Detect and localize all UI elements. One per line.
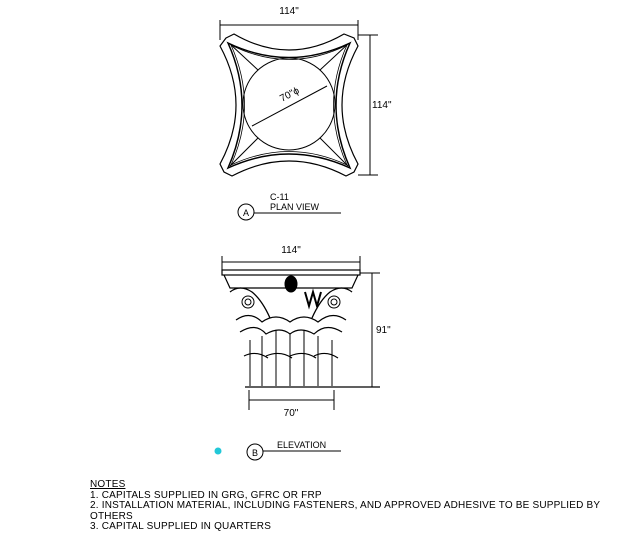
column-circle	[243, 58, 335, 150]
note-item: 2. INSTALLATION MATERIAL, INCLUDING FASTENERS, AND APPROVED ADHESIVE TO BE SUPPLIED BY OTHERS	[90, 500, 601, 522]
elevation-view	[215, 245, 392, 460]
elevation-title: ELEVATION	[277, 440, 327, 450]
plan-code: C-11	[270, 192, 289, 202]
note-item: 3. CAPITAL SUPPLIED IN QUARTERS	[90, 521, 272, 532]
plan-height-label: 114"	[372, 100, 392, 111]
plan-view	[220, 6, 392, 220]
elevation-height-label: 91"	[376, 325, 391, 336]
insertion-marker-icon	[215, 448, 222, 455]
callout-a-letter: A	[242, 208, 250, 218]
notes-block	[90, 480, 633, 533]
callout-b-letter: B	[251, 448, 259, 458]
plan-view-title: PLAN VIEW	[270, 202, 320, 212]
plan-width-label: 114"	[279, 6, 299, 17]
note-item: 1. CAPITALS SUPPLIED IN GRG, GFRC OR FRP	[90, 489, 322, 501]
elevation-base-width-label: 70"	[283, 408, 299, 419]
elevation-top-width-label: 114"	[281, 245, 301, 256]
notes-title: NOTES	[90, 479, 126, 490]
plan-diameter-label: 70"ϕ	[278, 85, 302, 105]
